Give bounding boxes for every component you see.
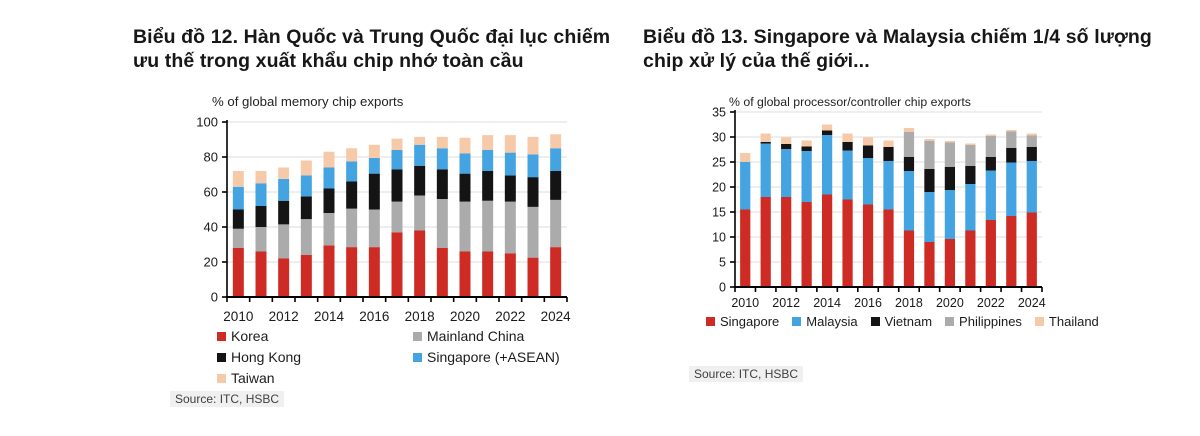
bar-segment-malaysia	[1006, 163, 1016, 217]
x-axis-tick-label: 2014	[813, 296, 842, 310]
y-axis-tick-label: 30	[712, 130, 726, 145]
legend-label: Taiwan	[231, 370, 275, 386]
x-axis-tick-label: 2014	[313, 309, 345, 324]
bar-segment-malaysia	[822, 135, 832, 195]
legend-item-singapore-asean	[413, 349, 560, 365]
y-axis-tick-label: 15	[712, 205, 726, 220]
bar-segment-thailand	[863, 138, 873, 146]
legend-label: Thailand	[1048, 314, 1099, 329]
chart13-heading: Biểu đồ 13. Singapore và Malaysia chiếm 1/4 số lượng chip xử lý của thế giới...	[643, 26, 1152, 72]
y-axis-tick-label: 80	[203, 149, 218, 165]
bar-segment-singapore-asean	[460, 154, 471, 174]
legend-label: Mainland China	[427, 328, 525, 344]
bar-segment-hong-kong	[301, 196, 312, 219]
bar-segment-korea	[482, 252, 493, 298]
bar-segment-singapore	[842, 200, 852, 288]
legend-label: Malaysia	[806, 314, 858, 329]
legend-swatch-hong-kong	[217, 353, 226, 362]
x-axis-tick-label: 2018	[404, 309, 435, 324]
bar-segment-singapore-asean	[278, 179, 289, 201]
bar-segment-philippines	[904, 132, 914, 157]
bar-segment-mainland-china	[301, 219, 312, 255]
bar-segment-singapore	[1006, 216, 1016, 287]
bar-segment-malaysia	[883, 161, 893, 210]
bar-segment-thailand	[842, 134, 852, 143]
bar-segment-taiwan	[369, 145, 380, 158]
bar-segment-singapore	[904, 231, 914, 288]
bar-segment-vietnam	[863, 146, 873, 159]
bar-segment-philippines	[965, 145, 975, 166]
bar-segment-hong-kong	[233, 210, 244, 229]
y-axis-tick-label: 0	[719, 280, 726, 295]
bar-segment-taiwan	[256, 171, 267, 183]
bar-segment-vietnam	[781, 144, 791, 149]
bar-segment-hong-kong	[505, 175, 516, 201]
bar-segment-malaysia	[761, 144, 771, 198]
bar-segment-malaysia	[924, 192, 934, 242]
bar-segment-vietnam	[883, 147, 893, 161]
bar-segment-taiwan	[392, 139, 403, 150]
legend-swatch-singapore-asean	[413, 353, 422, 362]
legend-item-hong-kong	[217, 349, 413, 365]
bar-segment-hong-kong	[256, 206, 267, 227]
bar-segment-mainland-china	[482, 201, 493, 252]
processor-chart-source: Source: ITC, HSBC	[689, 366, 803, 382]
bar-segment-singapore-asean	[505, 153, 516, 176]
bar-segment-korea	[437, 248, 448, 297]
processor-chart-legend	[706, 314, 1099, 329]
bar-segment-taiwan	[278, 168, 289, 179]
bar-segment-thailand	[761, 134, 771, 143]
bar-segment-singapore	[945, 239, 955, 287]
bar-segment-mainland-china	[256, 227, 267, 252]
x-axis-tick-label: 2022	[976, 296, 1005, 310]
bar-segment-malaysia	[781, 149, 791, 197]
y-axis-tick-label: 20	[203, 254, 218, 270]
bar-segment-singapore-asean	[482, 150, 493, 171]
bar-segment-philippines	[1006, 132, 1016, 149]
memory-chart-source: Source: ITC, HSBC	[170, 391, 284, 407]
x-axis-tick-label: 2022	[495, 309, 526, 324]
bar-segment-thailand	[740, 153, 750, 162]
x-axis-tick-label: 2020	[935, 296, 964, 310]
y-axis-tick-label: 10	[712, 230, 726, 245]
y-axis-tick-label: 5	[719, 255, 726, 270]
legend-item-singapore	[706, 314, 779, 329]
x-axis-tick-label: 2024	[540, 309, 571, 324]
bar-segment-singapore	[965, 231, 975, 288]
bar-segment-thailand	[945, 141, 955, 143]
memory-chip-exports-chart	[160, 86, 590, 331]
bar-segment-hong-kong	[437, 169, 448, 199]
bar-segment-singapore-asean	[369, 158, 380, 174]
bar-segment-singapore-asean	[414, 145, 425, 166]
bar-segment-singapore	[1027, 213, 1037, 288]
bar-segment-vietnam	[822, 131, 832, 136]
bar-segment-malaysia	[842, 151, 852, 200]
bar-segment-malaysia	[863, 158, 873, 205]
bar-segment-taiwan	[437, 137, 448, 148]
bar-segment-taiwan	[482, 135, 493, 150]
y-axis-tick-label: 100	[196, 114, 218, 130]
bar-segment-taiwan	[301, 161, 312, 176]
bar-segment-vietnam	[924, 169, 934, 192]
bar-segment-korea	[460, 252, 471, 298]
bar-segment-singapore-asean	[256, 183, 267, 206]
bar-segment-korea	[256, 252, 267, 298]
bar-segment-thailand	[1006, 130, 1016, 132]
bar-segment-korea	[505, 253, 516, 297]
bar-segment-singapore-asean	[528, 154, 539, 177]
y-axis-tick-label: 40	[203, 219, 218, 235]
bar-segment-singapore-asean	[437, 148, 448, 169]
bar-segment-thailand	[904, 128, 914, 132]
legend-item-korea	[217, 328, 413, 344]
bar-segment-malaysia	[904, 171, 914, 231]
bar-segment-singapore-asean	[550, 148, 561, 171]
bar-segment-singapore-asean	[392, 150, 403, 169]
x-axis-tick-label: 2010	[223, 309, 254, 324]
bar-segment-hong-kong	[346, 182, 357, 209]
bar-segment-thailand	[802, 141, 812, 147]
bar-segment-korea	[233, 248, 244, 297]
x-axis-tick-label: 2012	[268, 309, 299, 324]
bar-segment-mainland-china	[324, 213, 335, 245]
bar-segment-mainland-china	[346, 209, 357, 248]
bar-segment-mainland-china	[460, 202, 471, 252]
bar-segment-taiwan	[528, 137, 539, 155]
bar-segment-mainland-china	[550, 200, 561, 247]
memory-chart-legend	[217, 328, 560, 386]
bar-segment-taiwan	[324, 152, 335, 168]
bar-segment-philippines	[924, 141, 934, 169]
bar-segment-hong-kong	[369, 174, 380, 210]
bar-segment-thailand	[822, 125, 832, 131]
legend-label: Korea	[231, 328, 269, 344]
bar-segment-malaysia	[1027, 161, 1037, 213]
y-axis-tick-label: 35	[712, 105, 726, 120]
bar-segment-malaysia	[986, 171, 996, 221]
bar-segment-korea	[528, 258, 539, 297]
bar-segment-philippines	[1027, 136, 1037, 148]
bar-segment-taiwan	[550, 134, 561, 148]
bar-segment-singapore-asean	[324, 168, 335, 189]
bar-segment-mainland-china	[392, 202, 403, 233]
bar-segment-thailand	[986, 135, 996, 137]
bar-segment-malaysia	[965, 184, 975, 231]
bar-segment-singapore	[986, 220, 996, 287]
legend-item-vietnam	[871, 314, 932, 329]
bar-segment-taiwan	[346, 148, 357, 161]
legend-label: Philippines	[959, 314, 1022, 329]
chart12-heading: Biểu đồ 12. Hàn Quốc và Trung Quốc đại lục chiếm ưu thế trong xuất khẩu chip nhớ toàn cầu	[133, 26, 611, 72]
legend-label: Hong Kong	[231, 349, 302, 365]
x-axis-tick-label: 2010	[731, 296, 760, 310]
bar-segment-hong-kong	[550, 171, 561, 200]
bar-segment-vietnam	[1027, 147, 1037, 161]
bar-segment-thailand	[965, 144, 975, 146]
bar-segment-singapore-asean	[301, 175, 312, 196]
bar-segment-singapore-asean	[346, 161, 357, 181]
bar-segment-philippines	[945, 143, 955, 168]
bar-segment-mainland-china	[414, 196, 425, 231]
legend-swatch-vietnam	[871, 317, 880, 326]
bar-segment-hong-kong	[460, 174, 471, 202]
bar-segment-vietnam	[965, 166, 975, 184]
bar-segment-singapore	[740, 210, 750, 288]
bar-segment-singapore	[883, 210, 893, 288]
bar-segment-korea	[278, 259, 289, 298]
bar-segment-taiwan	[505, 135, 516, 153]
legend-item-thailand	[1035, 314, 1099, 329]
bar-segment-korea	[346, 247, 357, 297]
bar-segment-philippines	[986, 136, 996, 157]
legend-swatch-korea	[217, 332, 226, 341]
bar-segment-mainland-china	[437, 199, 448, 248]
chart-inner-title: % of global memory chip exports	[212, 94, 404, 109]
y-axis-tick-label: 25	[712, 155, 726, 170]
y-axis-tick-label: 20	[712, 180, 726, 195]
legend-swatch-mainland-china	[413, 332, 422, 341]
legend-swatch-singapore	[706, 317, 715, 326]
x-axis-tick-label: 2020	[449, 309, 481, 324]
bar-segment-mainland-china	[233, 229, 244, 248]
bar-segment-vietnam	[904, 157, 914, 171]
y-axis-tick-label: 60	[203, 184, 218, 200]
bar-segment-vietnam	[945, 167, 955, 190]
x-axis-tick-label: 2012	[772, 296, 801, 310]
legend-label: Singapore	[720, 314, 780, 329]
bar-segment-korea	[550, 247, 561, 297]
bar-segment-korea	[324, 245, 335, 297]
bar-segment-mainland-china	[528, 207, 539, 258]
bar-segment-hong-kong	[482, 171, 493, 201]
processor-chip-exports-chart	[688, 86, 1068, 321]
bar-segment-thailand	[781, 138, 791, 145]
bar-segment-korea	[392, 232, 403, 297]
bar-segment-thailand	[883, 141, 893, 148]
bar-segment-mainland-china	[505, 202, 516, 254]
bar-segment-singapore	[863, 205, 873, 288]
bar-segment-thailand	[924, 139, 934, 141]
bar-segment-malaysia	[740, 162, 750, 210]
bar-segment-mainland-china	[369, 210, 380, 248]
bar-segment-hong-kong	[528, 177, 539, 207]
chart-inner-title: % of global processor/controller chip exports	[729, 95, 971, 109]
bar-segment-korea	[414, 231, 425, 298]
bar-segment-taiwan	[460, 138, 471, 154]
legend-item-taiwan	[217, 370, 413, 386]
bar-segment-singapore	[761, 197, 771, 287]
bar-segment-malaysia	[802, 151, 812, 202]
bar-segment-taiwan	[233, 171, 244, 187]
legend-swatch-thailand	[1035, 317, 1044, 326]
legend-swatch-philippines	[945, 317, 954, 326]
bar-segment-singapore	[822, 195, 832, 288]
bar-segment-singapore	[924, 242, 934, 287]
bar-segment-hong-kong	[392, 169, 403, 201]
legend-item-malaysia	[792, 314, 857, 329]
bar-segment-hong-kong	[278, 201, 289, 225]
y-axis-tick-label: 0	[210, 289, 218, 305]
bar-segment-thailand	[1027, 134, 1037, 136]
bar-segment-mainland-china	[278, 224, 289, 258]
bar-segment-singapore	[781, 197, 791, 287]
bar-segment-vietnam	[986, 157, 996, 171]
x-axis-tick-label: 2016	[854, 296, 882, 310]
legend-label: Vietnam	[884, 314, 933, 329]
bar-segment-vietnam	[802, 147, 812, 152]
legend-swatch-taiwan	[217, 374, 226, 383]
legend-item-mainland-china	[413, 328, 560, 344]
bar-segment-singapore	[802, 202, 812, 287]
bar-segment-singapore-asean	[233, 187, 244, 210]
x-axis-tick-label: 2018	[895, 296, 923, 310]
legend-item-philippines	[945, 314, 1022, 329]
bar-segment-vietnam	[761, 142, 771, 144]
bar-segment-vietnam	[842, 142, 852, 151]
bar-segment-hong-kong	[324, 189, 335, 214]
legend-swatch-malaysia	[792, 317, 801, 326]
bar-segment-taiwan	[414, 137, 425, 145]
bar-segment-malaysia	[945, 190, 955, 239]
legend-label: Singapore (+ASEAN)	[427, 349, 560, 365]
x-axis-tick-label: 2016	[359, 309, 390, 324]
bar-segment-korea	[301, 255, 312, 297]
bar-segment-hong-kong	[414, 166, 425, 196]
bar-segment-vietnam	[1006, 148, 1016, 163]
bar-segment-korea	[369, 247, 380, 297]
x-axis-tick-label: 2024	[1017, 296, 1046, 310]
